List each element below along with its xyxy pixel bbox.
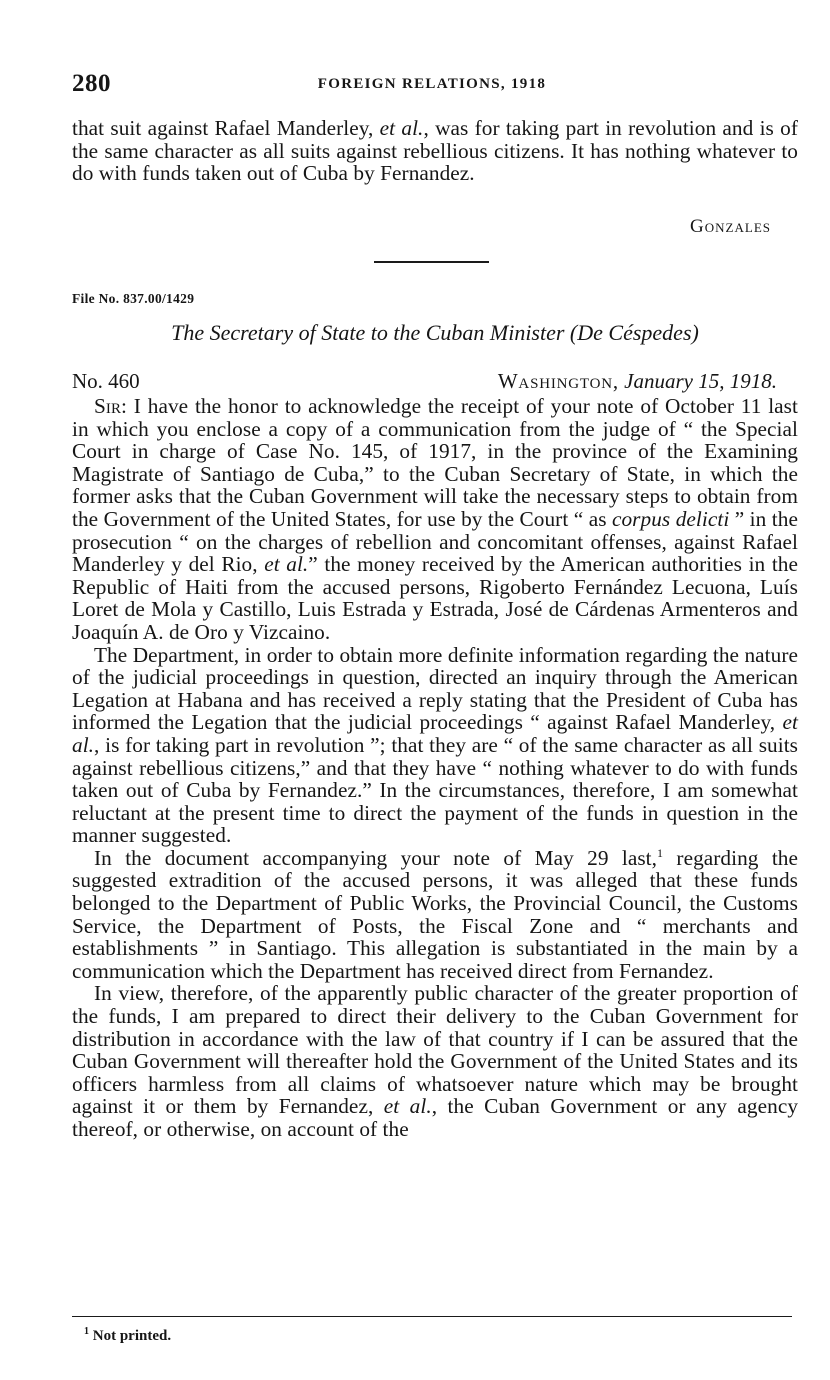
- footnote: [84, 1326, 171, 1345]
- date: January 15, 1918.: [624, 369, 777, 393]
- footnote-text: Not printed.: [89, 1328, 172, 1344]
- running-head: [72, 70, 798, 106]
- document-page: [72, 0, 798, 1380]
- page-number: 280: [72, 70, 111, 97]
- file-number: File No. 837.00/1429: [72, 291, 195, 306]
- paragraph-3: In the document accompanying your note of May 29 last,$^1$ regarding the suggested extradition of the accused persons, it was alleged that these funds belonged to the Department of Public Works, the Provincial Council, the Customs Service, the Department of Posts, the Fiscal Zone and “ merchants and establishments ” in Santiago. This allegation is substantiated in the main by a communication which the Department has received direct from Fernandez.: [72, 845, 798, 983]
- footnote-marker: 1: [84, 1326, 89, 1337]
- document-heading: The Secretary of State to the Cuban Minister (De Céspedes): [171, 320, 699, 345]
- place-date: [498, 369, 777, 394]
- continuation-paragraph: [72, 117, 798, 185]
- paragraph-2: The Department, in order to obtain more definite information regarding the nature of the judicial proceedings in question, directed an inquiry through the American Legation at Habana and has received a reply stating that the President of Cuba has informed the Legation that the judicial proceedings “ against Rafael Manderley, et al., is for taking part in revolution ”; that they are “ of the same character as all suits against rebellious citizens,” and that they have “ nothing whatever to do with funds taken out of Cuba by Fernandez.” In the circumstances, therefore, I am somewhat reluctant at the present time to direct the payment of the funds in question in the manner suggested.: [72, 642, 798, 848]
- letter-body: [72, 395, 798, 1141]
- place: Washington,: [497, 369, 619, 393]
- running-title: FOREIGN RELATIONS, 1918: [317, 76, 547, 92]
- paragraph-1: Sir: I have the honor to acknowledge the receipt of your note of October 11 last in which you enclose a copy of a communication from the judge of “ the Special Court in charge of Case No. 145, of 1917, in the province of the Examining Magistrate of Santiago de Cuba,” to the Cuban Secretary of State, in which the former asks that the Cuban Government will take the necessary steps to obtain from the Government of the United States, for use by the Court “ as corpus delicti ” in the prosecution “ on the charges of rebellion and concomitant offenses, against Rafael Manderley y del Rio, et al.” the money received by the American authorities in the Republic of Haiti from the accused persons, Rigoberto Fernández Lecuona, Luís Loret de Mola y Castillo, Luis Estrada y Estrada, José de Cárdenas Armenteros and Joaquín A. de Oro y Vizcaino.: [72, 394, 798, 644]
- section-divider: [374, 261, 489, 263]
- footnote-reference: 1: [657, 845, 664, 860]
- document-number: No. 460: [72, 369, 140, 393]
- signature: Gonzales: [690, 216, 771, 237]
- paragraph-4: In view, therefore, of the apparently public character of the greater proportion of the funds, I am prepared to direct their delivery to the Cuban Government for distribution in accordance with the law of that country if I can be assured that the Cuban Government will thereafter hold the Government of the United States and its officers harmless from all claims of whatsoever nature which may be brought against it or them by Fernandez, et al., the Cuban Government or any agency thereof, or otherwise, on account of the: [72, 981, 799, 1141]
- continuation-text: that suit against Rafael Manderley, et al., was for taking part in revolution and is of the same character as all suits against rebellious citizens. It has nothing whatever to do with funds taken out of Cuba by Fernandez.: [72, 116, 798, 186]
- salutation: Sir:: [94, 394, 127, 418]
- footnote-divider: [72, 1316, 792, 1317]
